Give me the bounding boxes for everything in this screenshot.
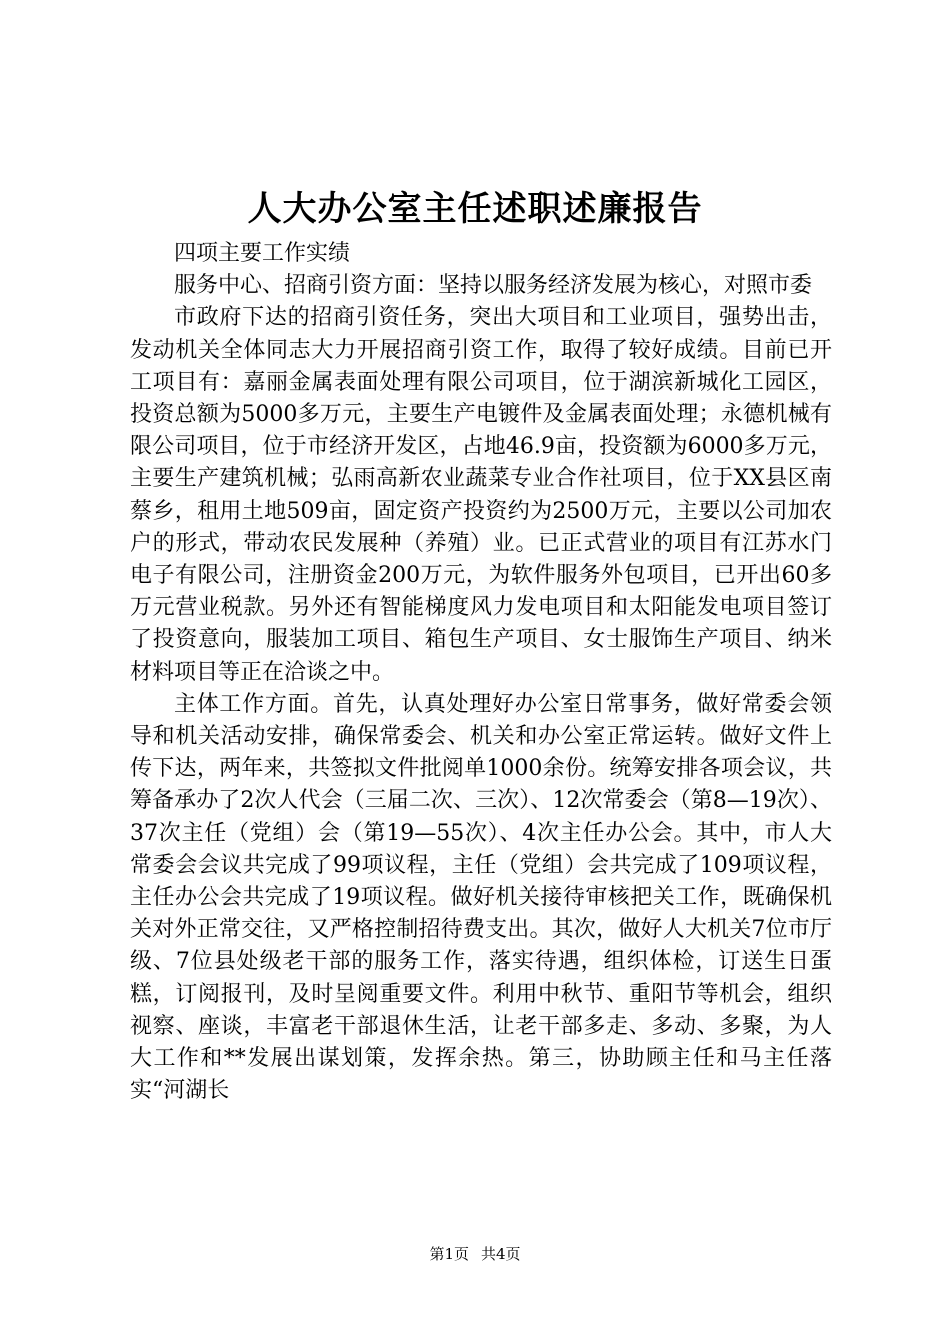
document-body [130,238,832,1107]
paragraph-main-work: 主体工作方面。首先，认真处理好办公室日常事务，做好常委会领导和机关活动安排，确保常委会、机关和办公室正常运转。做好文件上传下达，两年来，共签拟文件批阅单1000余份。统筹安排各项会议，共筹备承办了2次人代会（三届二次、三次）、12次常委会（第8—19次）、37次主任（党组）会（第19—55次）、4次主任办公会。其中，市人大常委会会议共完成了99项议程，主任（党组）会共完成了109项议程，主任办公会共完成了19项议程。做好机关接待审核把关工作，既确保机关对外正常交往，又严格控制招待费支出。其次，做好人大机关7位市厅级、7位县处级老干部的服务工作，落实待遇，组织体检，订送生日蛋糕，订阅报刊，及时呈阅重要文件。利用中秋节、重阳节等机会，组织视察、座谈，丰富老干部退休生活，让老干部多走、多动、多聚，为人大工作和**发展出谋划策，发挥余热。第三，协助顾主任和马主任落实“河湖长 [130,691,832,1104]
paragraph-service-intro: 服务中心、招商引资方面：坚持以服务经济发展为核心，对照市委 [174,273,813,299]
page-total: 共4页 [481,1245,521,1263]
document-title: 人大办公室主任述职述廉报告 [247,189,703,229]
section-heading: 四项主要工作实绩 [174,241,351,266]
paragraph-investment-projects: 市政府下达的招商引资任务，突出大项目和工业项目，强势出击，发动机关全体同志大力开展招商引资工作，取得了较好成绩。目前已开工项目有：嘉丽金属表面处理有限公司项目，位于湖滨新城化工园区，投资总额为5000多万元，主要生产电镀件及金属表面处理；永德机械有限公司项目，位于市经济开发区，占地46.9亩，投资额为6000多万元，主要生产建筑机械；弘雨高新农业蔬菜专业合作社项目，位于XX县区南蔡乡，租用土地509亩，固定资产投资约为2500万元，主要以公司加农户的形式，带动农民发展种（养殖）业。已正式营业的项目有江苏水门电子有限公司，注册资金200万元，为软件服务外包项目，已开出60多万元营业税款。另外还有智能梯度风力发电项目和太阳能发电项目签订了投资意向，服装加工项目、箱包生产项目、女士服饰生产项目、纳米材料项目等正在洽谈之中。 [130,305,832,685]
page-footer [0,1243,950,1265]
page-number: 第1页 [429,1245,469,1263]
